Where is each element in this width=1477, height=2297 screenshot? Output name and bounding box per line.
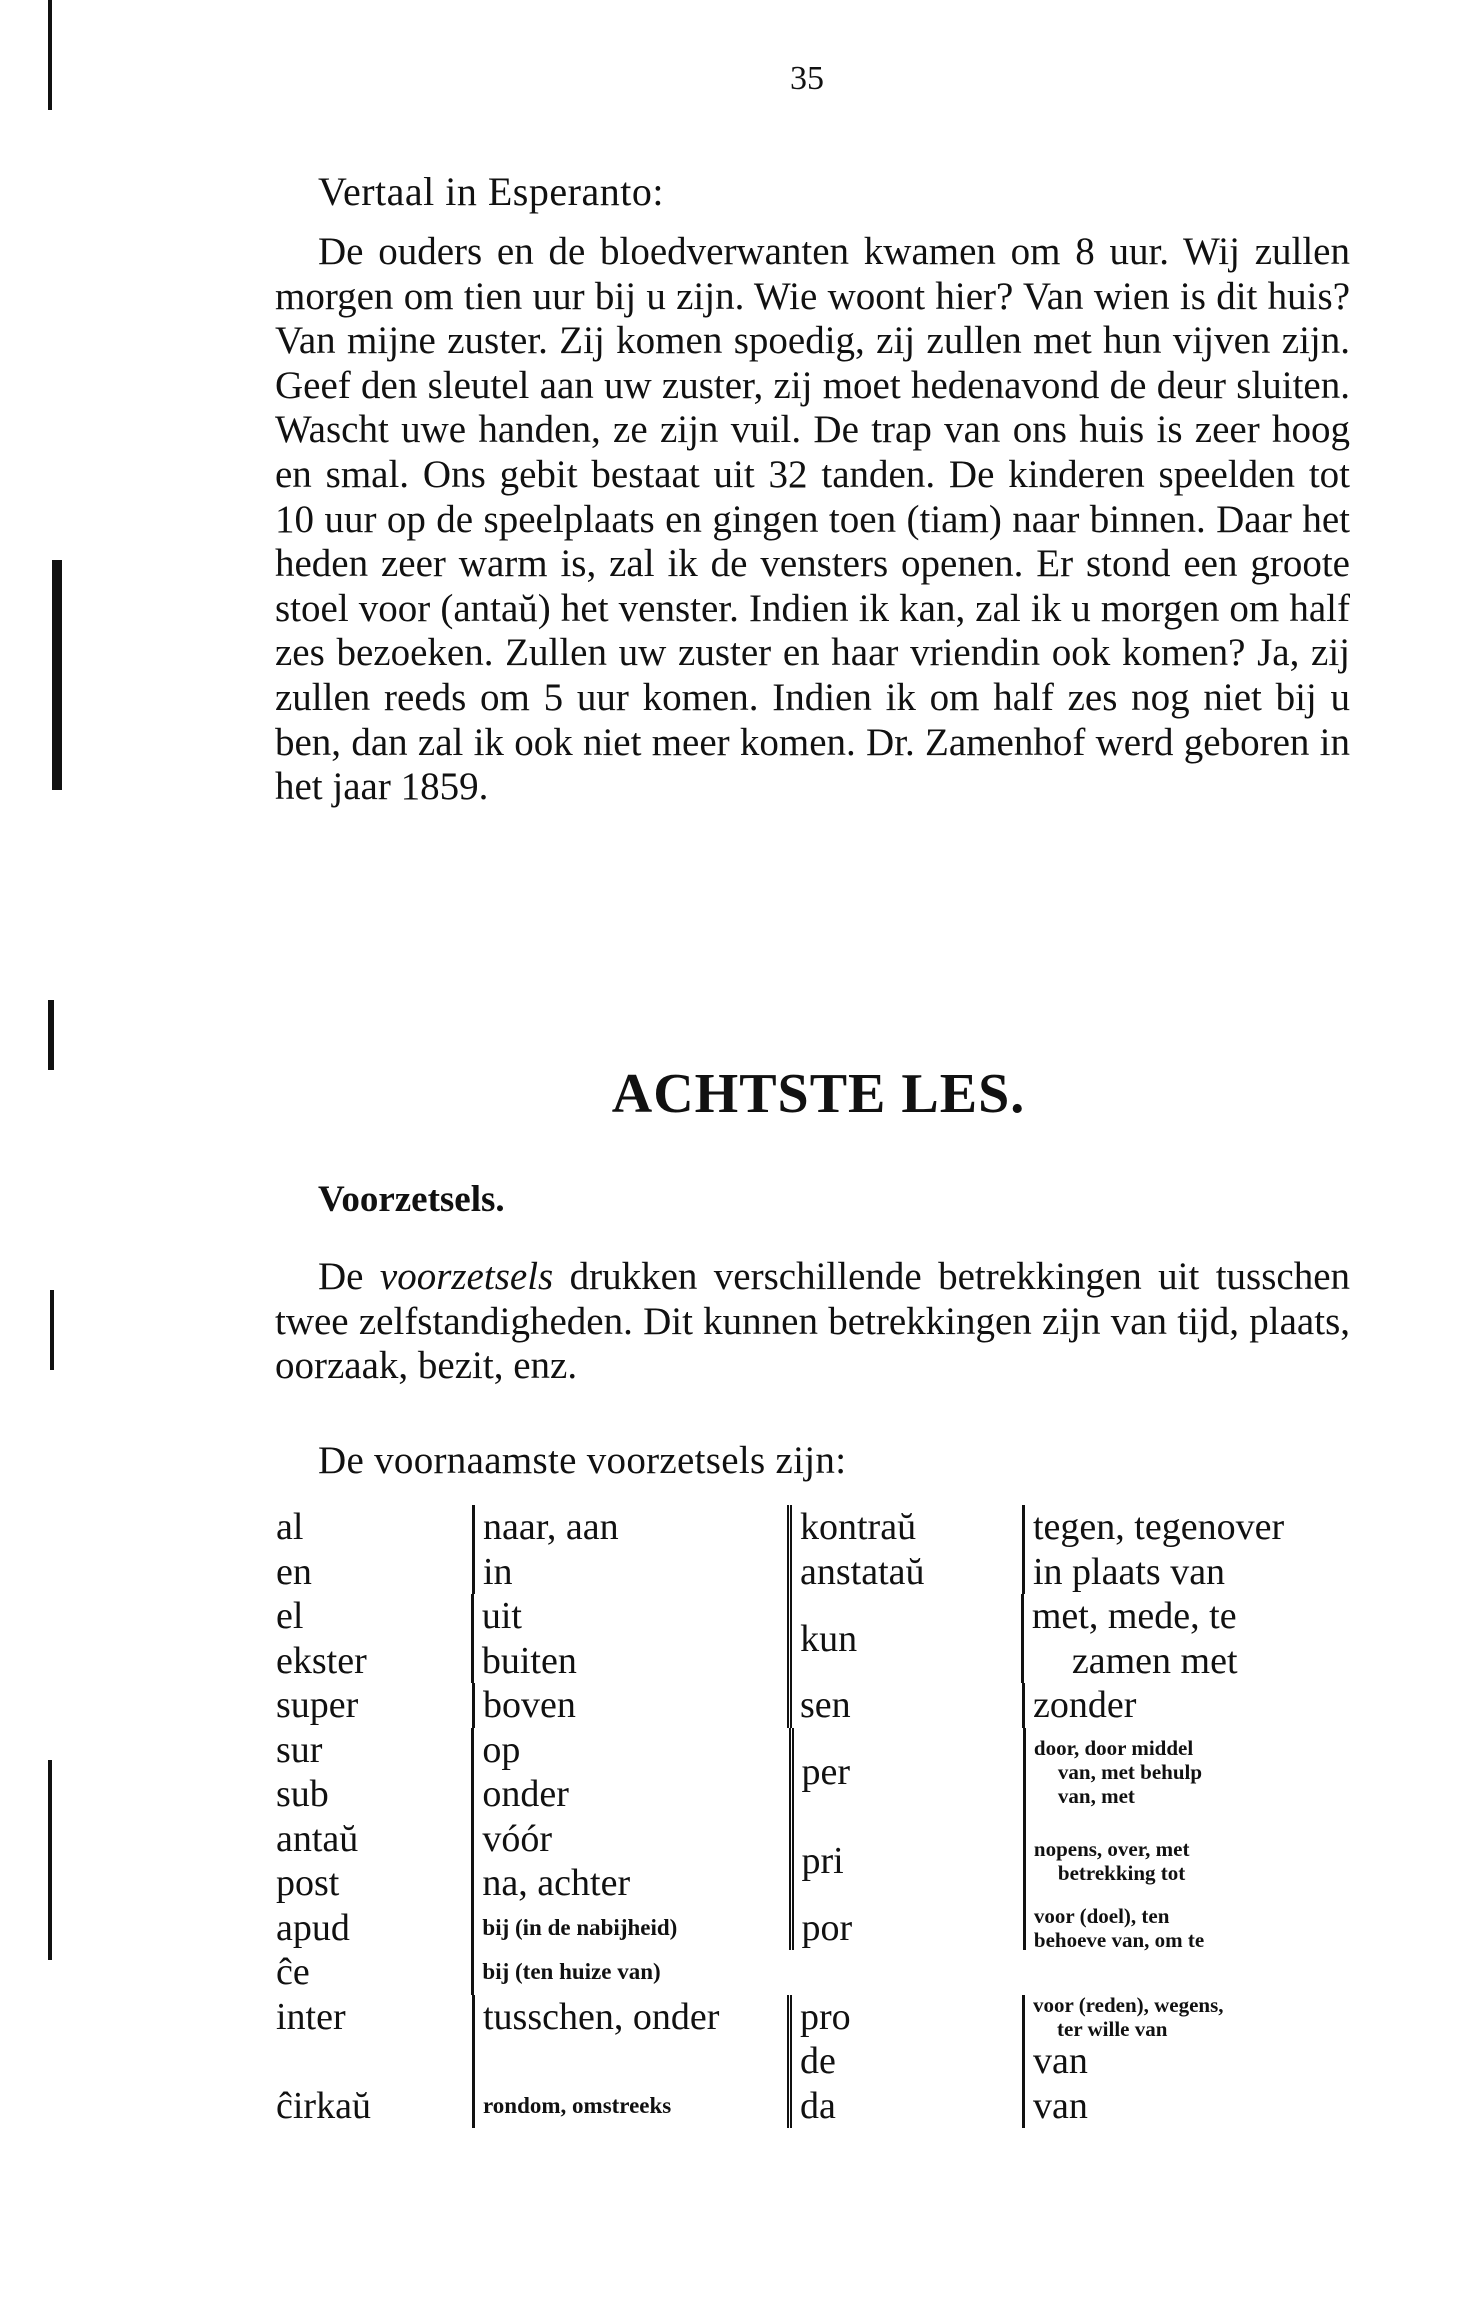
eo-word: de <box>787 2039 1022 2084</box>
nl-word: bij (ten huize van) <box>482 1959 661 1985</box>
nl-word: zonder <box>1022 1683 1358 1728</box>
nl-stack <box>471 1728 788 1817</box>
nl-word: onder <box>482 1773 569 1816</box>
eo-word: sur <box>276 1728 323 1771</box>
eo-word: pri <box>789 1817 1023 1906</box>
nl-line: betrekking tot <box>1057 1861 1186 1885</box>
intro-paragraph <box>275 1255 1350 1389</box>
nl-word: tusschen, onder <box>472 1995 787 2040</box>
intro-term: voorzetsels <box>379 1255 554 1298</box>
eo-stack <box>268 1906 471 1995</box>
nl-word: in <box>472 1550 787 1595</box>
scan-edge-mark <box>52 560 62 790</box>
nl-word: buiten <box>481 1639 577 1682</box>
nl-word: uit <box>481 1595 522 1638</box>
nl-word: boven <box>472 1683 787 1728</box>
chapter-title <box>0 1062 1477 1126</box>
eo-word: da <box>787 2084 1022 2129</box>
nl-word <box>472 2039 787 2084</box>
eo-word: sen <box>787 1683 1022 1728</box>
eo-word: ĉe <box>276 1951 310 1994</box>
table-row <box>268 2084 1358 2129</box>
table-row <box>268 1594 1358 1683</box>
nl-word: na, achter <box>482 1862 631 1905</box>
exercise-text-block <box>275 230 1350 810</box>
table-row <box>268 1550 1358 1595</box>
eo-word: inter <box>276 1995 346 2038</box>
nl-word: op <box>482 1728 521 1771</box>
table-row <box>268 1505 1358 1550</box>
eo-word: post <box>276 1862 340 1905</box>
nl-word: met, mede, te <box>1031 1595 1237 1638</box>
eo-word: apud <box>276 1906 350 1949</box>
eo-word: en <box>276 1550 312 1593</box>
nl-line: ter wille van <box>1057 2016 1168 2041</box>
table-row <box>268 1728 1358 1817</box>
nl-stack <box>1021 1594 1358 1683</box>
nl-line: nopens, over, met <box>1033 1837 1190 1861</box>
exercise-heading: Vertaal in Esperanto: <box>318 169 664 214</box>
intro-block <box>275 1255 1350 1389</box>
nl-word: zamen met <box>1071 1639 1238 1682</box>
page-number: 35 <box>790 60 824 97</box>
chapter-title-text: ACHTSTE LES. <box>611 1063 1026 1125</box>
eo-word <box>268 2039 472 2084</box>
eo-stack <box>268 1594 471 1683</box>
eo-word: kontraŭ <box>787 1505 1022 1550</box>
eo-word: ĉirkaŭ <box>276 2084 371 2127</box>
scan-edge-mark <box>50 1290 54 1370</box>
eo-stack <box>268 1728 471 1817</box>
nl-word: rondom, omstreeks <box>472 2084 787 2129</box>
eo-word: sub <box>276 1773 329 1816</box>
nl-line: voor (doel), ten <box>1033 1903 1170 1928</box>
scan-edge-mark <box>48 0 52 110</box>
eo-word: anstataŭ <box>787 1550 1022 1595</box>
scan-edge-mark <box>48 1760 52 1960</box>
nl-word-multiline <box>1023 1817 1358 1906</box>
list-lead: De voornaamste voorzetsels zijn: <box>318 1439 847 1482</box>
section-title: Voorzetsels. <box>318 1179 505 1220</box>
eo-word: por <box>789 1906 1023 1951</box>
nl-word: bij (in de nabijheid) <box>482 1914 678 1940</box>
table-row <box>268 1992 1358 2041</box>
intro-after: drukken verschillende betrekkingen uit tusschen twee zelfstandigheden. Dit kunnen betrekkingen zijn van tijd, plaats, oorzaak, bezit, enz. <box>275 1255 1350 1388</box>
nl-word: tegen, tegenover <box>1022 1505 1358 1550</box>
table-row <box>268 2039 1358 2084</box>
nl-line: van, met <box>1057 1784 1135 1808</box>
eo-word: antaŭ <box>276 1817 359 1860</box>
nl-stack <box>471 1594 787 1683</box>
nl-word-multiline <box>1023 1903 1358 1952</box>
nl-line: van, met behulp <box>1057 1760 1203 1784</box>
nl-line: door, door middel <box>1033 1736 1194 1760</box>
nl-word-multiline <box>1022 1992 1358 2041</box>
nl-line: voor (reden), wegens, <box>1033 1992 1224 2017</box>
nl-word-multiline <box>1023 1728 1358 1817</box>
nl-stack <box>471 1906 788 1995</box>
table-row <box>268 1683 1358 1728</box>
eo-word: super <box>276 1684 359 1727</box>
exercise-paragraph: De ouders en de bloedverwanten kwamen om 8 uur. Wij zullen morgen om tien uur bij u zijn. Wie woont hier? Van wien is dit huis? Van mijne zuster. Zij komen spoedig, zij zullen met hun vijven zijn. Geef den sleutel aan uw zuster, zij moet hedenavond de deur sluiten. Wascht uwe handen, ze zijn vuil. De trap van ons huis is zeer hoog en smal. Ons gebit bestaat uit 32 tanden. De kinderen speelden tot 10 uur op de speelplaats en gingen toen (tiam) naar binnen. Daar het heden zeer warm is, zal ik de vensters openen. Er stond een groote stoel voor (antaŭ) het venster. Indien ik kan, zal ik u morgen om half zes bezoeken. Zullen uw zuster en haar vriendin ook komen? Ja, zij zullen reeds om 5 uur komen. Indien ik om half zes nog niet bij u ben, dan zal ik ook niet meer komen. Dr. Zamenhof werd geboren in het jaar 1859. <box>275 230 1350 809</box>
scan-edge-mark <box>48 1000 54 1070</box>
eo-word: pro <box>787 1995 1022 2040</box>
nl-word: van <box>1022 2084 1358 2129</box>
nl-line: behoeve van, om te <box>1033 1927 1205 1952</box>
nl-word: naar, aan <box>472 1505 787 1550</box>
eo-word: ekster <box>276 1639 367 1682</box>
intro-before: De <box>318 1255 380 1298</box>
nl-word: in plaats van <box>1022 1550 1358 1595</box>
nl-word: van <box>1022 2039 1358 2084</box>
eo-word: kun <box>787 1594 1021 1683</box>
nl-word: vóór <box>482 1817 553 1860</box>
eo-word: al <box>276 1506 304 1549</box>
eo-word: el <box>276 1595 304 1638</box>
eo-word: per <box>789 1728 1023 1817</box>
nl-stack <box>471 1817 788 1906</box>
table-row <box>268 1903 1358 1995</box>
preposition-table <box>268 1505 1358 2128</box>
eo-stack <box>268 1817 471 1906</box>
table-row <box>268 1817 1358 1906</box>
